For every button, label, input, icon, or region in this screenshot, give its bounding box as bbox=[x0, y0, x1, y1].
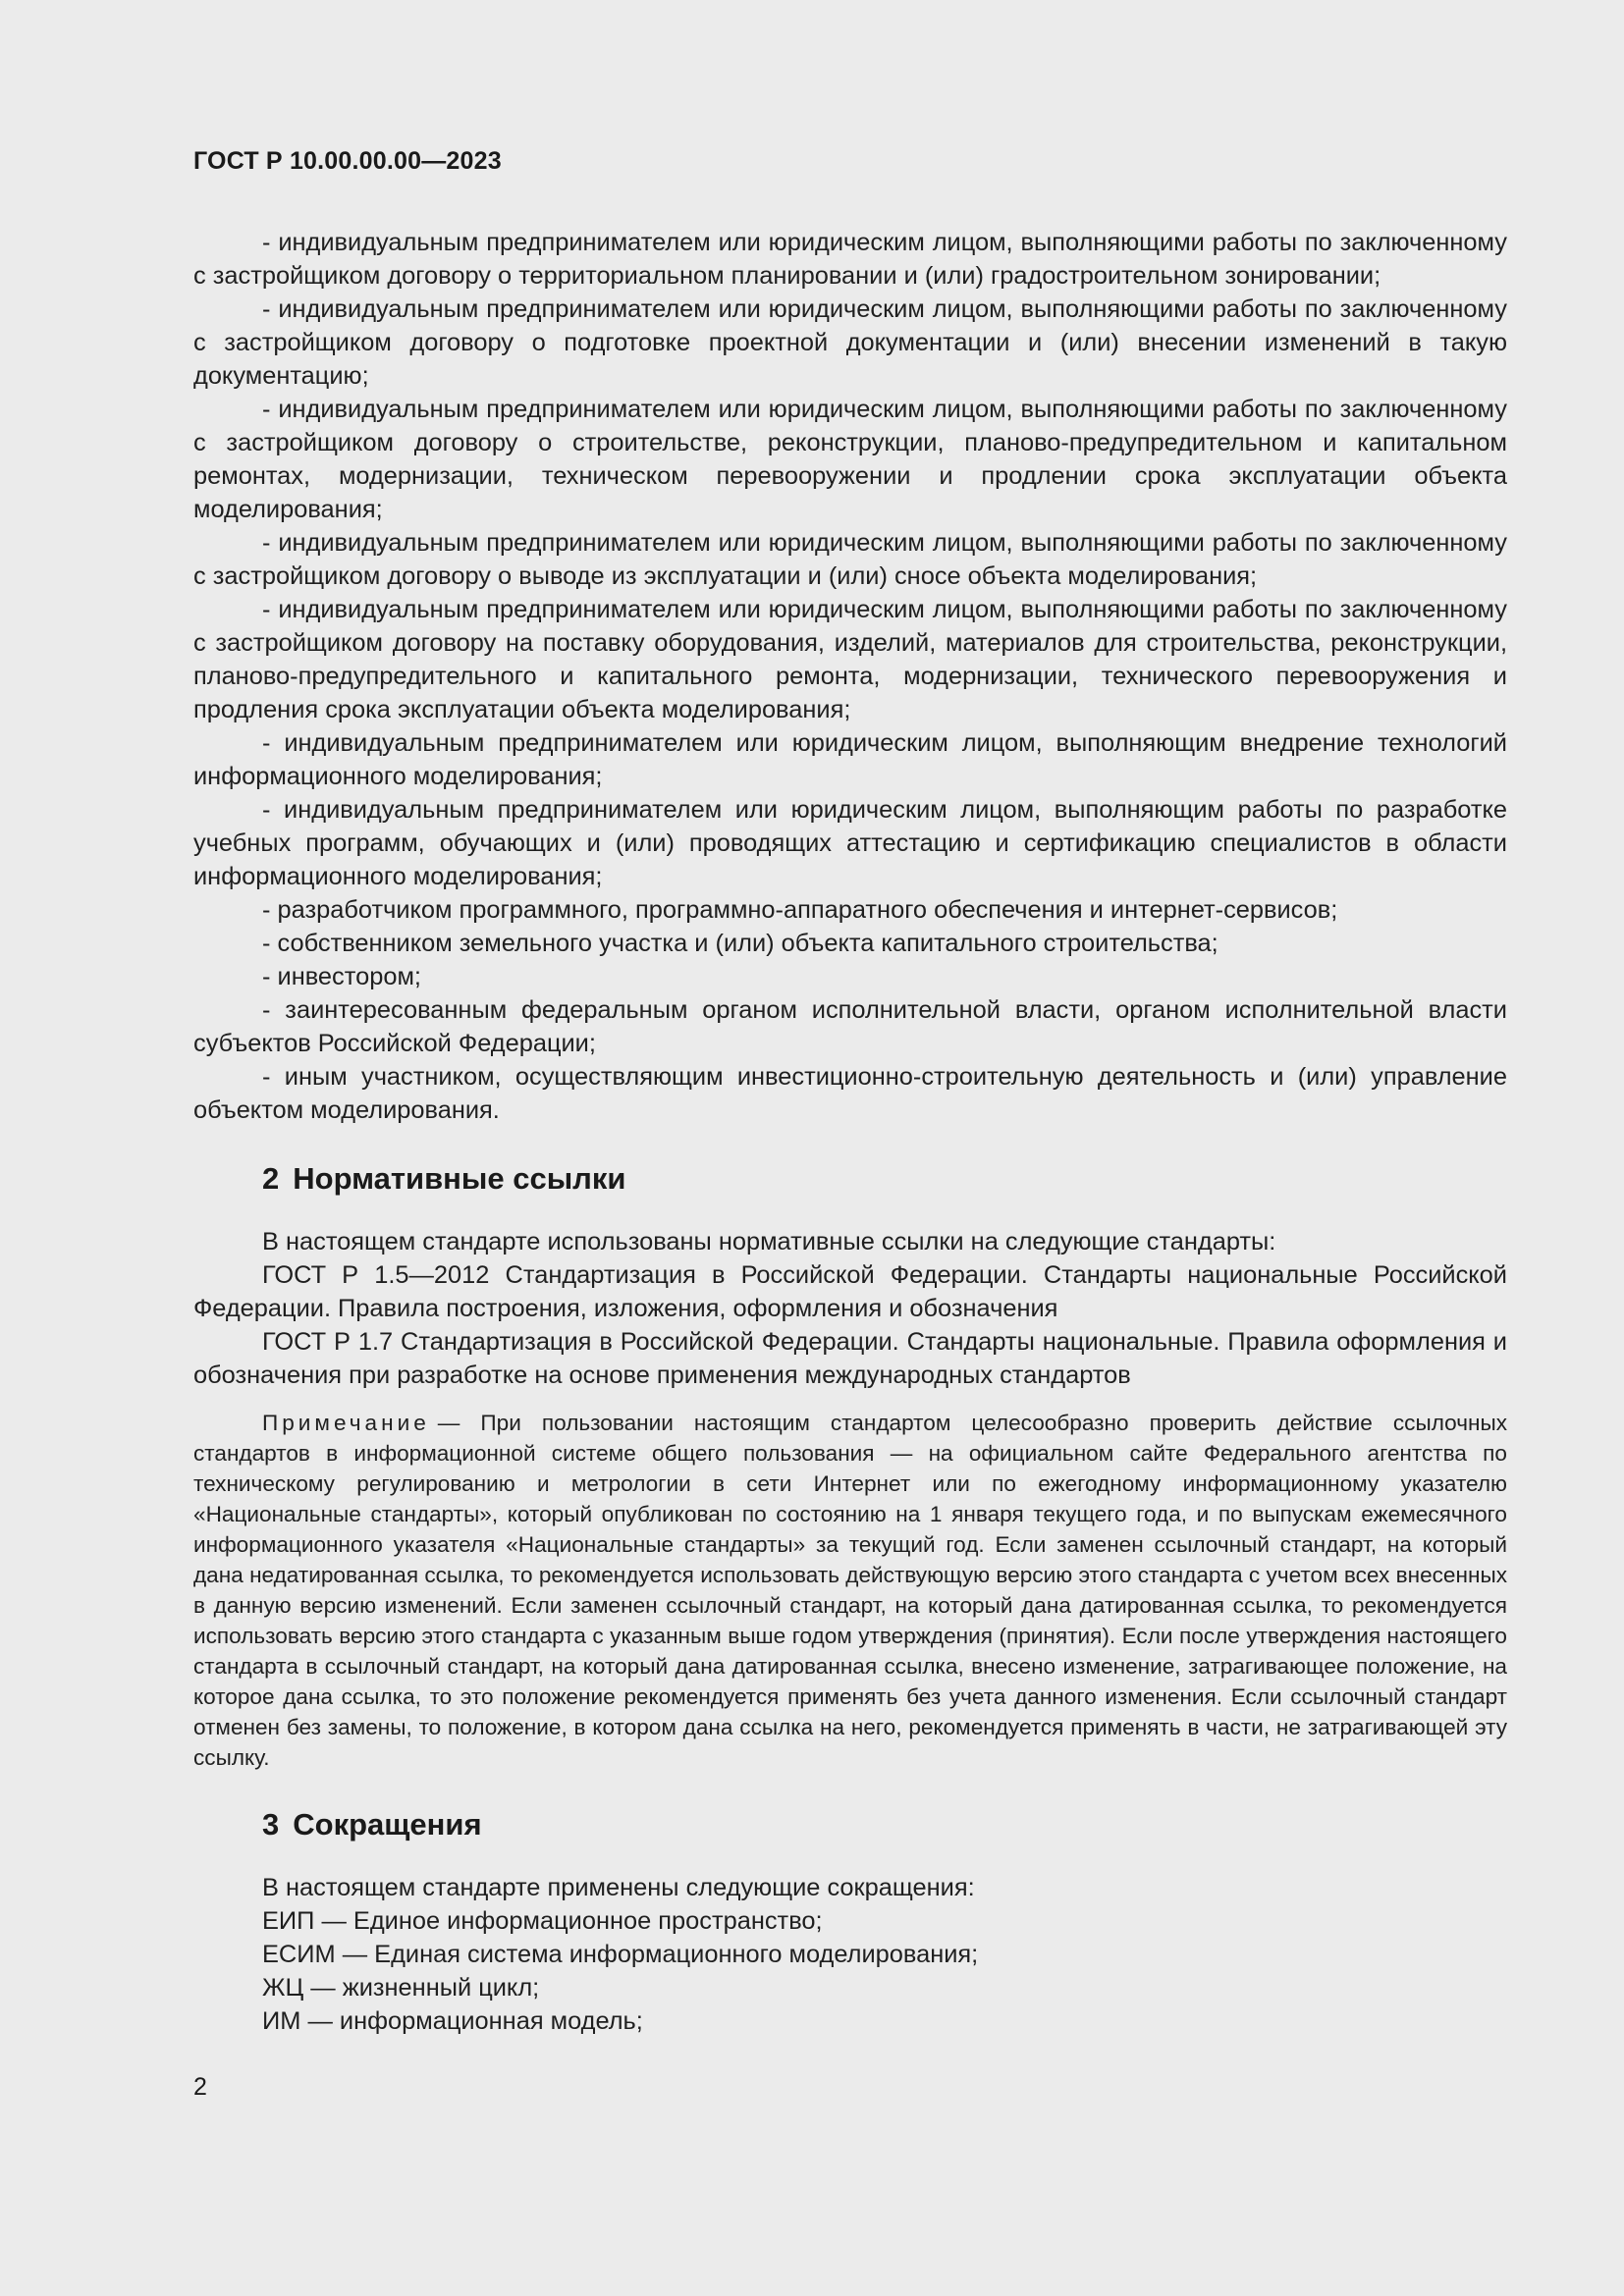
note-text: — При пользовании настоящим стандартом целесообразно проверить действие ссылочных стандартов в информационной системе общего пользования — на официальном сайте Федерального агентства по техническому регулированию и метрологии в сети Интернет или по ежегодному информационному указателю «Национальные стандарты», который опубликован по состоянию на 1 января текущего года, и по выпускам ежемесячного информационного указателя «Национальные стандарты» за текущий год. Если заменен ссылочный стандарт, на который дана недатированная ссылка, то рекомендуется использовать действующую версию этого стандарта с учетом всех внесенных в данную версию изменений. Если заменен ссылочный стандарт, на который дана датированная ссылка, то рекомендуется использовать версию этого стандарта с указанным выше годом утверждения (принятия). Если после утверждения настоящего стандарта в ссылочный стандарт, на который дана датированная ссылка, внесено изменение, затрагивающее положение, на которое дана ссылка, то это положение рекомендуется применять без учета данного изменения. Если ссылочный стандарт отменен без замены, то положение, в котором дана ссылка на него, рекомендуется применять в части, не затрагивающей эту ссылку. bbox=[193, 1411, 1507, 1770]
list-item: - заинтересованным федеральным органом исполнительной власти, органом исполнительной власти субъектов Российской Федерации; bbox=[193, 996, 1507, 1057]
section-heading-abbreviations bbox=[193, 1806, 1507, 1843]
abbreviation-item: ЕИП — Единое информационное пространство; bbox=[262, 1907, 823, 1935]
list-item: - индивидуальным предпринимателем или юридическим лицом, выполняющими работы по заключенному с застройщиком договору о подготовке проектной документации и (или) внесении изменений в такую документацию; bbox=[193, 295, 1507, 390]
document-body bbox=[193, 226, 1507, 2038]
note-label: Примечание bbox=[262, 1411, 430, 1435]
abbreviation-item: ИМ — информационная модель; bbox=[262, 2007, 643, 2035]
section-intro: В настоящем стандарте использованы нормативные ссылки на следующие стандарты: bbox=[262, 1228, 1276, 1255]
document-header: ГОСТ Р 10.00.00.00—2023 bbox=[193, 147, 502, 175]
section-number: 3 bbox=[262, 1807, 280, 1842]
abbreviation-item: ЕСИМ — Единая система информационного моделирования; bbox=[262, 1941, 979, 1968]
list-item: - индивидуальным предпринимателем или юридическим лицом, выполняющими работы по заключенному с застройщиком договору на поставку оборудования, изделий, материалов для строительства, реконструкции, планово-предупредительного и капитального ремонта, модернизации, технического перевооружения и продления срока эксплуатации объекта моделирования; bbox=[193, 596, 1507, 723]
list-item: - индивидуальным предпринимателем или юридическим лицом, выполняющими работы по заключенному с застройщиком договору о строительстве, реконструкции, планово-предупредительном и капитальном ремонтах, модернизации, техническом перевооружении и продлении срока эксплуатации объекта моделирования; bbox=[193, 396, 1507, 523]
abbreviation-item: ЖЦ — жизненный цикл; bbox=[262, 1974, 540, 2002]
section-title: Нормативные ссылки bbox=[293, 1161, 626, 1196]
section-heading-normative-references bbox=[193, 1160, 1507, 1198]
reference-item: ГОСТ Р 1.7 Стандартизация в Российской Федерации. Стандарты национальные. Правила оформления и обозначения при разработке на основе применения международных стандартов bbox=[193, 1328, 1507, 1389]
page-number: 2 bbox=[193, 2073, 207, 2101]
list-item: - индивидуальным предпринимателем или юридическим лицом, выполняющим внедрение технологий информационного моделирования; bbox=[193, 729, 1507, 790]
note-block bbox=[193, 1408, 1507, 1773]
section-number: 2 bbox=[262, 1161, 280, 1196]
list-item: - индивидуальным предпринимателем или юридическим лицом, выполняющим работы по разработке учебных программ, обучающих и (или) проводящих аттестацию и сертификацию специалистов в области информационного моделирования; bbox=[193, 796, 1507, 890]
reference-item: ГОСТ Р 1.5—2012 Стандартизация в Российской Федерации. Стандарты национальные Российской Федерации. Правила построения, изложения, оформления и обозначения bbox=[193, 1261, 1507, 1322]
list-item: - индивидуальным предпринимателем или юридическим лицом, выполняющими работы по заключенному с застройщиком договору о выводе из эксплуатации и (или) сносе объекта моделирования; bbox=[193, 529, 1507, 590]
section-title: Сокращения bbox=[293, 1807, 482, 1842]
list-item: - собственником земельного участка и (или) объекта капитального строительства; bbox=[262, 930, 1218, 957]
list-item: - иным участником, осуществляющим инвестиционно-строительную деятельность и (или) управление объектом моделирования. bbox=[193, 1063, 1507, 1124]
section-intro: В настоящем стандарте применены следующие сокращения: bbox=[262, 1874, 975, 1901]
list-item: - разработчиком программного, программно-аппаратного обеспечения и интернет-сервисов; bbox=[262, 896, 1338, 924]
list-item: - инвестором; bbox=[262, 963, 421, 990]
list-item: - индивидуальным предпринимателем или юридическим лицом, выполняющими работы по заключенному с застройщиком договору о территориальном планировании и (или) градостроительном зонировании; bbox=[193, 229, 1507, 290]
